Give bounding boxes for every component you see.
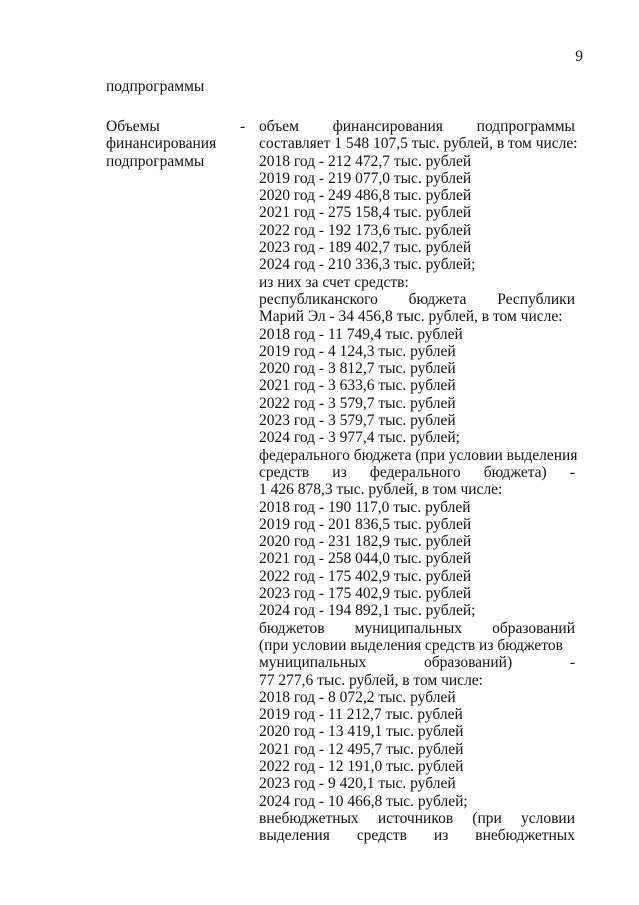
financing-description [259,118,578,845]
text-line: 2020 год - 3 812,7 тыс. рублей [259,360,456,378]
text-line: 2023 год - 3 579,7 тыс. рублей [259,412,456,430]
text-word: подпрограммы [476,118,575,135]
dash-separator: - [240,118,246,135]
text-line: 2020 год - 249 486,8 тыс. рублей [259,187,472,205]
text-line [259,620,575,637]
text-line: 2021 год - 12 495,7 тыс. рублей [259,740,464,758]
text-word: условии [520,809,575,827]
text-line [259,810,575,827]
text-word: средств [259,463,310,481]
text-line [259,654,575,671]
text-line: 2023 год - 9 420,1 тыс. рублей [259,775,456,793]
text-line: (при условии выделения средств из бюджетов [259,636,563,654]
text-word: республиканского [259,290,378,308]
text-word: федерального [369,463,461,481]
text-line: федерального бюджета (при условии выделения [259,446,578,464]
text-word: средств [356,827,407,845]
text-word: - [569,654,575,672]
text-line: 2022 год - 12 191,0 тыс. рублей [259,757,464,775]
text-line: 2022 год - 3 579,7 тыс. рублей [259,394,456,412]
text-line: 2022 год - 192 173,6 тыс. рублей [259,221,472,239]
text-word: источников [377,809,454,827]
text-line: Марий Эл - 34 456,8 тыс. рублей, в том числе: [259,308,563,326]
text-line [259,291,575,308]
text-word: (при [472,809,502,827]
text-word: Республики [497,290,575,308]
text-word: выделения [259,827,330,845]
text-line: 77 277,6 тыс. рублей, в том числе: [259,671,483,689]
text-line: 2024 год - 10 466,8 тыс. рублей; [259,792,468,810]
text-word: бюджета [408,290,467,308]
left-label-line: финансирования [106,135,217,153]
text-word: образований [492,619,575,637]
text-line: составляет 1 548 107,5 тыс. рублей, в том числе: [259,135,578,153]
text-line: из них за счет средств: [259,273,409,291]
text-word: внебюджетных [259,809,359,827]
text-line: 2018 год - 11 749,4 тыс. рублей [259,325,463,343]
text-word: образований) [424,654,513,672]
text-line: 2024 год - 194 892,1 тыс. рублей; [259,602,476,620]
text-word: из [433,827,449,845]
text-line: 2019 год - 4 124,3 тыс. рублей [259,342,456,360]
text-line: 2021 год - 3 633,6 тыс. рублей [259,377,456,395]
text-line: 2019 год - 219 077,0 тыс. рублей [259,169,472,187]
text-line: 2023 год - 189 402,7 тыс. рублей [259,239,472,257]
top-label: подпрограммы [106,78,205,95]
text-line: 2024 год - 210 336,3 тыс. рублей; [259,256,476,274]
text-line: 2024 год - 3 977,4 тыс. рублей; [259,429,460,447]
text-line: 2021 год - 275 158,4 тыс. рублей [259,204,472,222]
text-line: 2018 год - 190 117,0 тыс. рублей [259,498,471,516]
text-line: 2021 год - 258 044,0 тыс. рублей [259,550,472,568]
text-word: из [332,463,347,481]
left-label [106,118,246,170]
text-word: муниципальных [259,654,367,672]
text-line: 2018 год - 8 072,2 тыс. рублей [259,688,456,706]
text-line: 2019 год - 11 212,7 тыс. рублей [259,706,463,724]
left-label-line: Объемы [106,118,160,135]
text-line: 2020 год - 13 419,1 тыс. рублей [259,723,464,741]
text-word: объем [259,118,299,135]
text-word: - [569,463,575,481]
text-line [259,827,575,844]
text-word: муниципальных [354,619,462,637]
text-word: бюджетов [259,619,325,637]
text-line: 1 426 878,3 тыс. рублей, в том числе: [259,481,503,499]
text-line: 2018 год - 212 472,7 тыс. рублей [259,152,472,170]
text-line [259,464,575,481]
left-label-line: подпрограммы [106,152,205,170]
text-line: 2022 год - 175 402,9 тыс. рублей [259,567,472,585]
text-line: 2020 год - 231 182,9 тыс. рублей [259,533,472,551]
text-word: бюджета) [483,463,547,481]
text-word: финансирования [332,118,443,135]
text-word: внебюджетных [475,827,575,845]
text-line [259,118,575,135]
text-line: 2023 год - 175 402,9 тыс. рублей [259,585,472,603]
text-line: 2019 год - 201 836,5 тыс. рублей [259,515,472,533]
page-number: 9 [575,48,583,65]
